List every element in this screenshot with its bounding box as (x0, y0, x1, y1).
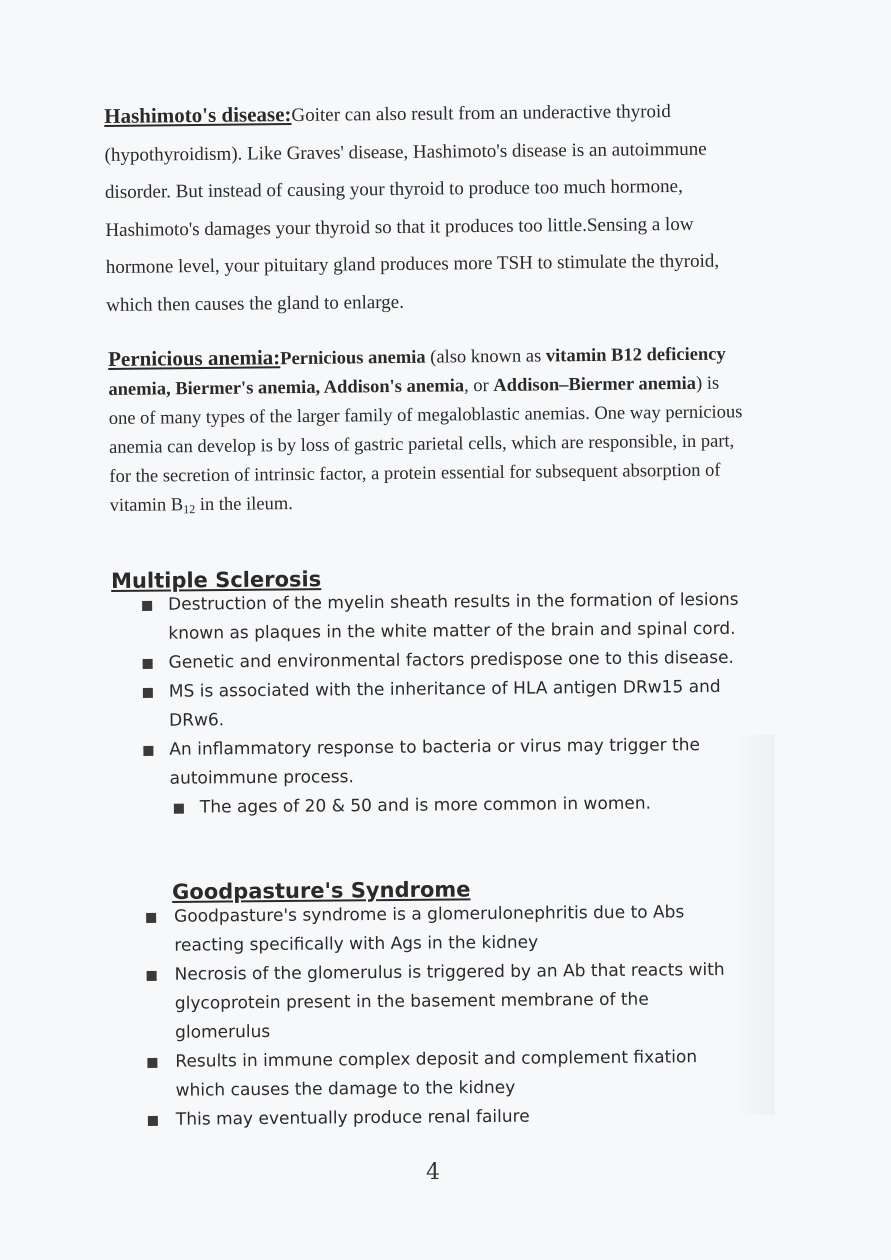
square-bullet-icon (143, 688, 153, 698)
list-item-text: Necrosis of the glomerulus is triggered by an Ab that reacts with glycoprotein present in the basement membrane of the glomerulus (174, 959, 725, 1043)
hashimoto-section (104, 91, 746, 324)
pernicious-heading: Pernicious anemia: (108, 345, 281, 371)
list-item (200, 789, 744, 823)
pernicious-text: ) is one of many types of the larger family of megaloblastic anemias. One way pernicious anemia can develop is by loss of gastric parietal cells, which are responsible, in part, for the secretion of intrinsic factor, a protein essential for subsequent absorption of vitamin B (108, 373, 743, 516)
square-bullet-icon (147, 1058, 157, 1068)
pernicious-text: , or (463, 375, 494, 397)
list-item-text: Genetic and environmental factors predispose one to this disease. (168, 647, 735, 673)
pernicious-term: Pernicious anemia (280, 347, 426, 370)
list-item (176, 1101, 748, 1135)
list-item (169, 731, 743, 794)
square-bullet-icon (143, 746, 153, 756)
square-bullet-icon (146, 913, 156, 923)
square-bullet-icon (147, 971, 157, 981)
hashimoto-heading: Hashimoto's disease: (104, 102, 292, 128)
goodpasture-heading: Goodpasture's Syndrome (172, 877, 471, 904)
pernicious-term: vitamin B12 deficiency anemia, Biermer's anemia, Addison's anemia (108, 344, 726, 400)
square-bullet-icon (148, 1116, 158, 1126)
list-item (175, 1043, 747, 1106)
list-item-text: An inflammatory response to bacteria or virus may trigger the autoimmune process. (169, 735, 701, 789)
list-item (168, 586, 742, 649)
list-item-text: Results in immune complex deposit and complement fixation which causes the damage to the kidney (175, 1047, 698, 1101)
pernicious-term: Addison–Biermer anemia (493, 373, 697, 396)
square-bullet-icon (143, 659, 153, 669)
square-bullet-icon (142, 601, 152, 611)
ms-heading: Multiple Sclerosis (111, 567, 322, 593)
list-item-text: Goodpasture's syndrome is a glomerulonephritis due to Abs reacting specifically with Ags in the kidney (174, 902, 685, 956)
hashimoto-body: Goiter can also result from an underactive thyroid (hypothyroidism). Like Graves' disease, Hashimoto's disease is an autoimmune disorder. But instead of causing your thyroid to produce too much hormone, Hashimoto's damages your thyroid so that it produces too little.Sensing a low hormone level, your pituitary gland produces more TSH to stimulate the thyroid, which then causes the gland to enlarge. (104, 101, 720, 316)
square-bullet-icon (174, 804, 184, 814)
list-item-text: MS is associated with the inheritance of HLA antigen DRw15 and DRw6. (168, 676, 721, 731)
pernicious-section (108, 338, 750, 521)
list-item-text: This may eventually produce renal failure (175, 1106, 530, 1130)
goodpasture-list (146, 898, 748, 1135)
pernicious-text: (also known as (425, 346, 546, 368)
list-item (174, 898, 746, 961)
page-number: 4 (426, 1160, 440, 1185)
list-item (175, 956, 748, 1048)
list-item-text: The ages of 20 & 50 and is more common in women. (199, 793, 652, 818)
ms-list (142, 586, 744, 823)
pernicious-subscript: 12 (183, 502, 196, 517)
pernicious-text: in the ileum. (195, 494, 293, 516)
list-item-text: Destruction of the myelin sheath results in the formation of lesions known as plaques in the white matter of the brain and spinal cord. (168, 589, 739, 644)
list-item (169, 673, 743, 736)
